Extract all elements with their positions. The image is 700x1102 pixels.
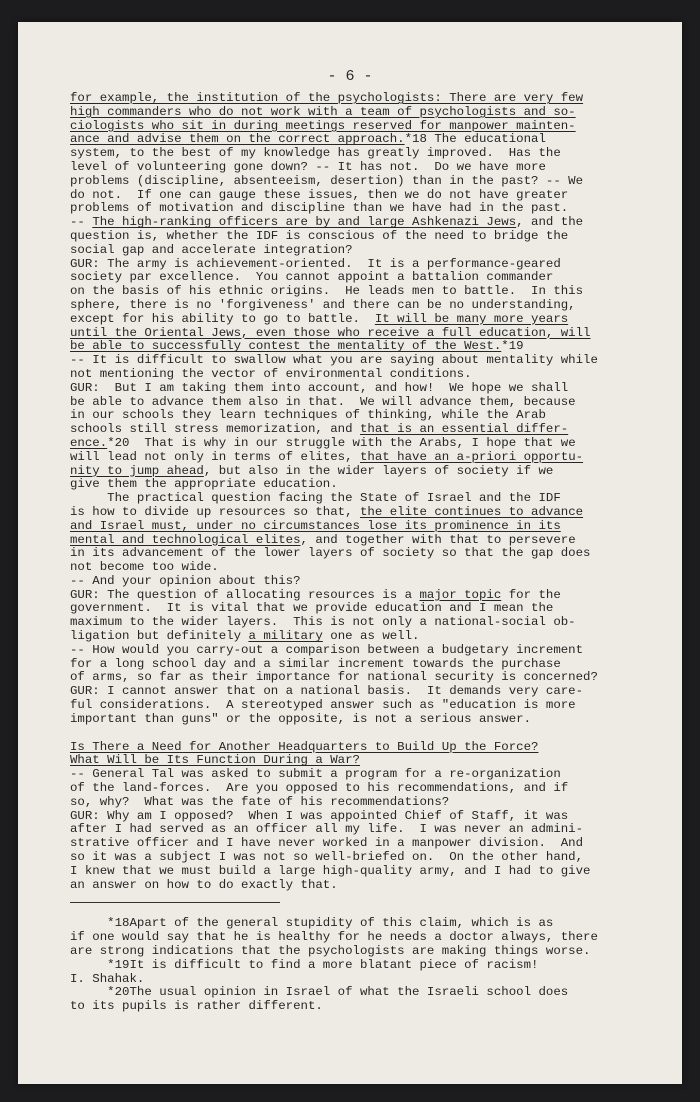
underlined-text: ance and advise them on the correct approach. xyxy=(70,132,405,147)
text-line xyxy=(70,396,670,410)
text-segment: not become too wide. xyxy=(70,560,219,575)
text-segment: sphere, there is no 'forgiveness' and there can be no understanding, xyxy=(70,297,576,312)
text-segment: strative officer and I have never worked in a manpower division. And xyxy=(70,836,584,851)
text-segment: -- And your opinion about this? xyxy=(70,573,301,588)
text-line xyxy=(70,796,670,810)
text-segment: give them the appropriate education. xyxy=(70,477,338,492)
text-line xyxy=(70,244,670,258)
text-line xyxy=(70,506,670,520)
text-segment: GUR: The question of allocating resources is a xyxy=(70,587,420,602)
underlined-text: ence. xyxy=(70,435,108,450)
text-segment: system, to the best of my knowledge has greatly improved. Has the xyxy=(70,146,561,161)
text-segment: be able to advance them also in that. We will advance them, because xyxy=(70,394,576,409)
text-line xyxy=(70,644,670,658)
text-segment: of the land-forces. Are you opposed to his recommendations, and if xyxy=(70,781,569,796)
text-segment: of arms, so far as their importance for national security is concerned? xyxy=(70,670,598,685)
text-line xyxy=(70,230,670,244)
text-segment: social gap and accelerate integration? xyxy=(70,242,353,257)
text-line xyxy=(70,658,670,672)
text-line xyxy=(70,327,670,341)
text-line xyxy=(70,451,670,465)
text-segment: *18 The educational xyxy=(404,132,546,147)
text-segment: The practical question facing the State of Israel and the IDF xyxy=(70,491,561,506)
text-segment: so, why? What was the fate of his recommendations? xyxy=(70,794,450,809)
text-segment: -- How would you carry-out a comparison between a budgetary increment xyxy=(70,642,584,657)
text-line xyxy=(70,986,670,1000)
text-segment: an answer on how to do exactly that. xyxy=(70,877,338,892)
text-segment: -- xyxy=(70,215,93,230)
text-line xyxy=(70,823,670,837)
underlined-text: and Israel must, under no circumstances lose its prominence in its xyxy=(70,518,561,533)
text-line xyxy=(70,959,670,973)
text-line xyxy=(70,478,670,492)
text-line xyxy=(70,768,670,782)
page-number: - 6 - xyxy=(327,68,373,85)
text-line xyxy=(70,810,670,824)
text-segment: question is, whether the IDF is conscious of the need to bridge the xyxy=(70,228,569,243)
text-segment: problems (discipline, absenteeism, desertion) than in the past? -- We xyxy=(70,173,584,188)
underlined-text: that have an a-priori opportu- xyxy=(360,449,584,464)
text-segment: if one would say that he is healthy for he needs a doctor always, there xyxy=(70,930,598,945)
document-body xyxy=(70,92,670,1014)
text-segment: GUR: Why am I opposed? When I was appointed Chief of Staff, it was xyxy=(70,808,569,823)
text-segment: in our schools they learn techniques of thinking, while the Arab xyxy=(70,408,546,423)
text-line xyxy=(70,189,670,203)
text-line xyxy=(70,409,670,423)
text-line xyxy=(70,754,670,768)
text-segment: GUR: But I am taking them into account, and how! We hope we shall xyxy=(70,380,569,395)
text-segment: *20The usual opinion in Israel of what the Israeli school does xyxy=(70,985,569,1000)
underlined-text: major topic xyxy=(419,587,502,602)
text-line xyxy=(70,602,670,616)
text-segment: for the xyxy=(501,587,561,602)
text-segment: except for his ability to go to battle. xyxy=(70,311,375,326)
text-line xyxy=(70,216,670,230)
text-segment: after I had served as an officer all my life. I was never an admini- xyxy=(70,822,584,837)
text-line xyxy=(70,917,670,931)
text-segment: *18Apart of the general stupidity of this claim, which is as xyxy=(70,916,554,931)
text-line xyxy=(70,340,670,354)
text-segment: important than guns" or the opposite, is not a serious answer. xyxy=(70,711,532,726)
text-line xyxy=(70,1000,670,1014)
text-line xyxy=(70,671,670,685)
text-segment: schools still stress memorization, and xyxy=(70,422,360,437)
text-line xyxy=(70,382,670,396)
text-line xyxy=(70,616,670,630)
text-line xyxy=(70,175,670,189)
text-segment: *19 xyxy=(501,339,524,354)
underlined-text: nity to jump ahead xyxy=(70,463,204,478)
text-line xyxy=(70,161,670,175)
text-line xyxy=(70,575,670,589)
document-page xyxy=(18,22,682,1084)
text-segment: maximum to the wider layers. This is not only a national-social ob- xyxy=(70,615,576,630)
text-segment: society par excellence. You cannot appoint a battalion commander xyxy=(70,270,554,285)
text-line xyxy=(70,106,670,120)
text-segment: *20 That is why in our struggle with the Arabs, I hope that we xyxy=(107,435,576,450)
text-line xyxy=(70,202,670,216)
underlined-text: until the Oriental Jews, even those who receive a full education, will xyxy=(70,325,591,340)
text-segment: not mentioning the vector of environmental conditions. xyxy=(70,366,472,381)
underlined-text: high commanders who do not work with a team of psychologists and so- xyxy=(70,104,576,119)
text-segment: *19It is difficult to find a more blatant piece of racism! xyxy=(70,957,539,972)
underlined-text: Is There a Need for Another Headquarters to Build Up the Force? xyxy=(70,739,539,754)
text-segment: one as well. xyxy=(322,629,420,644)
text-segment: to its pupils is rather different. xyxy=(70,999,323,1014)
text-line xyxy=(70,133,670,147)
text-line xyxy=(70,520,670,534)
text-line xyxy=(70,945,670,959)
text-segment: , and together with that to persevere xyxy=(300,532,576,547)
text-line xyxy=(70,258,670,272)
text-line xyxy=(70,92,670,106)
underlined-text: mental and technological elites xyxy=(70,532,301,547)
text-line xyxy=(70,285,670,299)
underlined-text: a military xyxy=(248,629,323,644)
text-line xyxy=(70,547,670,561)
text-segment: is how to divide up resources so that, xyxy=(70,504,360,519)
text-line xyxy=(70,120,670,134)
text-segment: ful considerations. A stereotyped answer such as "education is more xyxy=(70,698,576,713)
text-segment: government. It is vital that we provide education and I mean the xyxy=(70,601,554,616)
text-segment: , but also in the wider layers of society if we xyxy=(203,463,554,478)
text-segment: , and the xyxy=(516,215,584,230)
text-line xyxy=(70,561,670,575)
text-line xyxy=(70,589,670,603)
text-line xyxy=(70,465,670,479)
text-line xyxy=(70,865,670,879)
text-line xyxy=(70,973,670,987)
text-segment: level of volunteering gone down? -- It has not. Do we have more xyxy=(70,159,546,174)
text-line xyxy=(70,147,670,161)
underlined-text: The high-ranking officers are by and large Ashkenazi Jews xyxy=(92,215,517,230)
text-line xyxy=(70,741,670,755)
text-segment: -- It is difficult to swallow what you are saying about mentality while xyxy=(70,353,598,368)
underlined-text: that is an essential differ- xyxy=(360,422,569,437)
text-line xyxy=(70,354,670,368)
text-line xyxy=(70,534,670,548)
text-line xyxy=(70,423,670,437)
text-segment: problems of motivation and discipline than we have had in the past. xyxy=(70,201,569,216)
text-line xyxy=(70,931,670,945)
underlined-text: It will be many more years xyxy=(374,311,569,326)
text-line xyxy=(70,851,670,865)
text-line xyxy=(70,437,670,451)
underlined-text: ciologists who sit in during meetings reserved for manpower mainten- xyxy=(70,118,576,133)
text-line xyxy=(70,313,670,327)
text-segment: so it was a subject I was not so well-briefed on. On the other hand, xyxy=(70,850,584,865)
underlined-text: for example, the institution of the psychologists: There are very few xyxy=(70,91,584,105)
text-segment: on the basis of his ethnic origins. He leads men to battle. In this xyxy=(70,284,584,299)
text-line xyxy=(70,685,670,699)
footnote-divider xyxy=(70,902,280,903)
text-segment: GUR: I cannot answer that on a national basis. It demands very care- xyxy=(70,684,584,699)
text-segment: I knew that we must build a large high-quality army, and I had to give xyxy=(70,863,591,878)
text-line xyxy=(70,630,670,644)
text-line xyxy=(70,271,670,285)
underlined-text: be able to successfully contest the mentality of the West. xyxy=(70,339,502,354)
text-line xyxy=(70,299,670,313)
text-line xyxy=(70,699,670,713)
text-line xyxy=(70,879,670,893)
underlined-text: the elite continues to advance xyxy=(360,504,584,519)
underlined-text: What Will be Its Function During a War? xyxy=(70,753,360,768)
text-segment: -- General Tal was asked to submit a program for a re-organization xyxy=(70,767,561,782)
text-segment: for a long school day and a similar increment towards the purchase xyxy=(70,656,561,671)
text-segment: GUR: The army is achievement-oriented. It is a performance-geared xyxy=(70,256,561,271)
text-segment: ligation but definitely xyxy=(70,629,249,644)
text-segment: do not. If one can gauge these issues, then we do not have greater xyxy=(70,187,569,202)
text-line xyxy=(70,492,670,506)
text-segment: will lead not only in terms of elites, xyxy=(70,449,360,464)
text-segment: are strong indications that the psychologists are making things worse. xyxy=(70,944,591,959)
text-line xyxy=(70,368,670,382)
text-segment: I. Shahak. xyxy=(70,971,145,986)
section-gap xyxy=(70,727,670,741)
text-segment: in its advancement of the lower layers of society so that the gap does xyxy=(70,546,591,561)
text-line xyxy=(70,837,670,851)
text-line xyxy=(70,713,670,727)
text-line xyxy=(70,782,670,796)
